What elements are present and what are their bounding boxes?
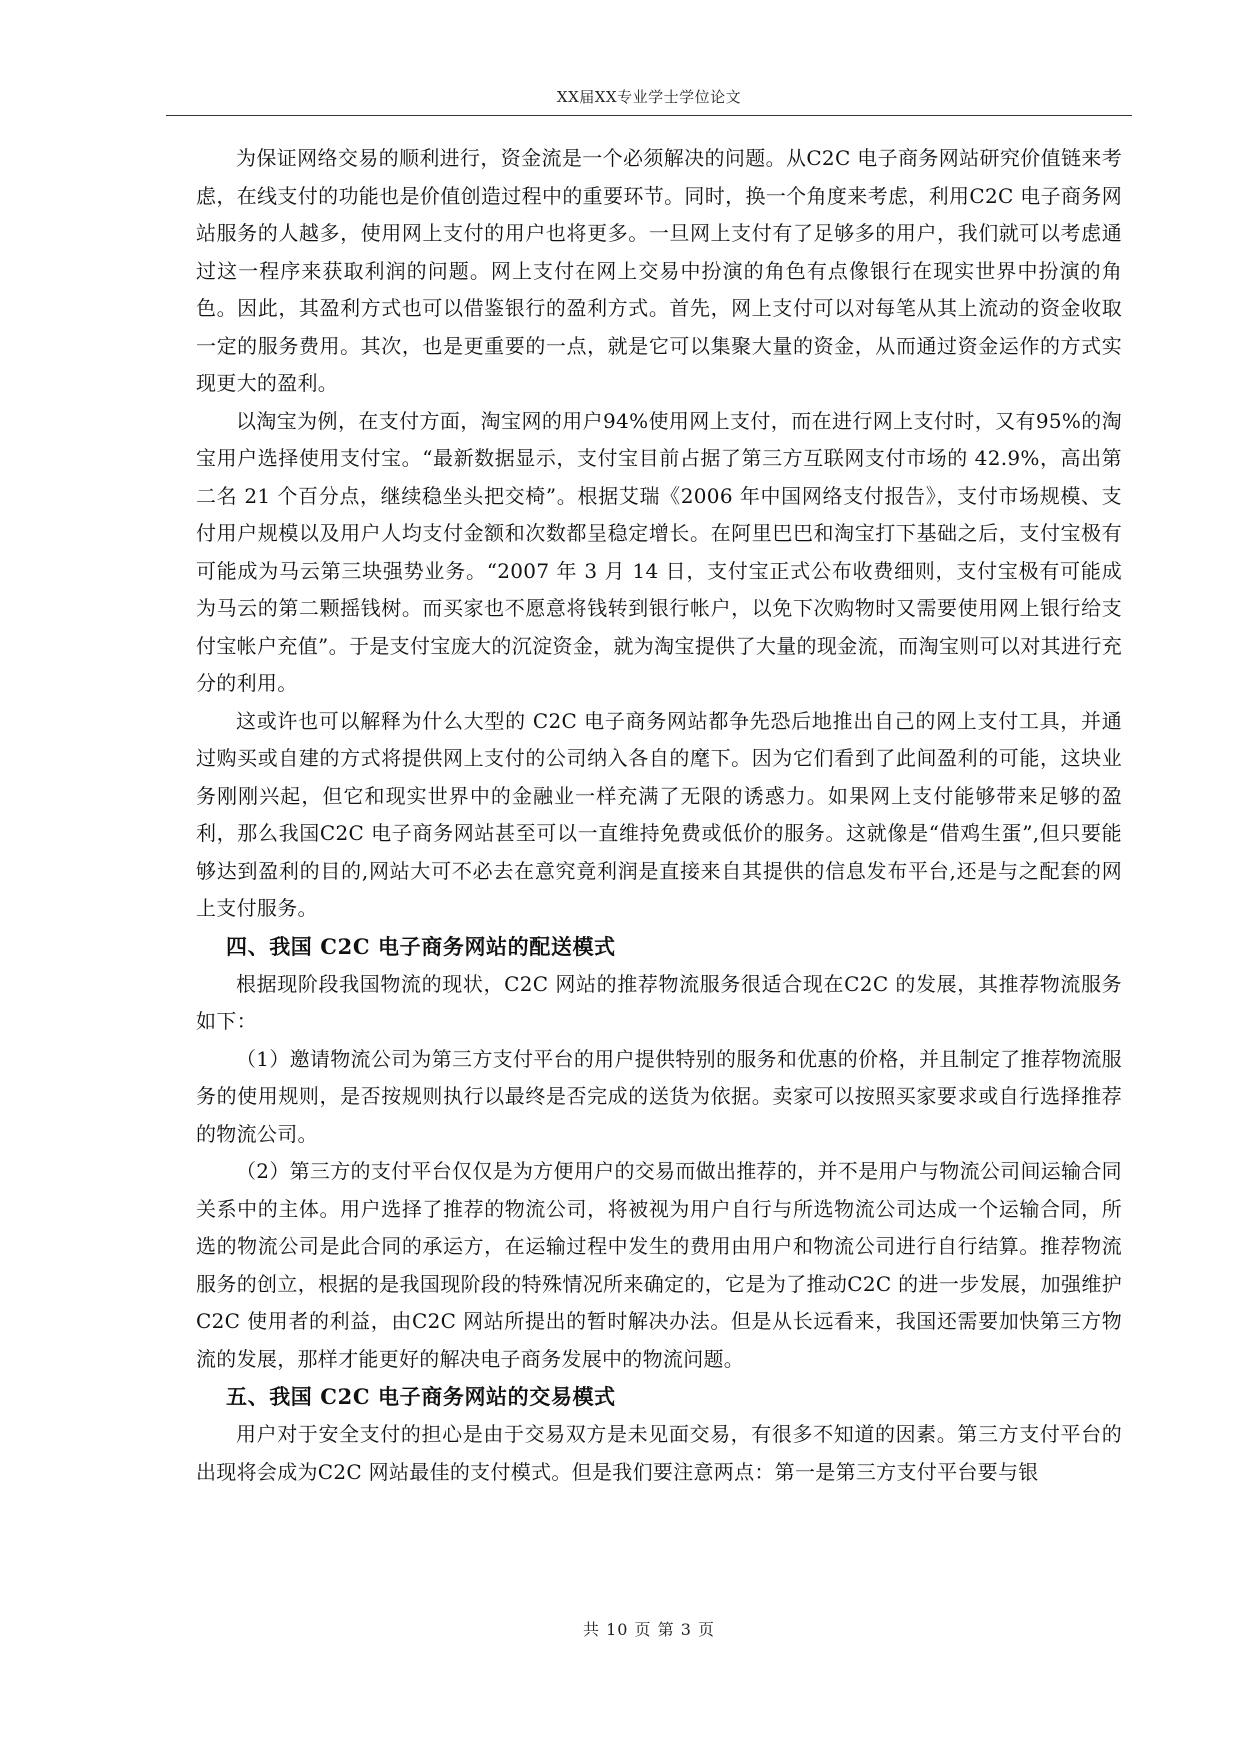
page-header: XX届XX专业学士学位论文 <box>556 88 742 106</box>
paragraph-payment-tools: 这或许也可以解释为什么大型的 C2C 电子商务网站都争先恐后地推出自己的网上支付工具，并通过购买或自建的方式将提供网上支付的公司纳入各自的麾下。因为它们看到了此间盈利的可能，这块业务刚刚兴起，但它和现实世界中的金融业一样充满了无限的诱惑力。如果网上支付能够带来足够的盈利，那么我国C2C 电子商务网站甚至可以一直维持免费或低价的服务。这就像是“借鸡生蛋”,但只要能够达到盈利的目的,网站大可不必去在意究竟利润是直接来自其提供的信息发布平台,还是与之配套的网上支付服务。 <box>196 708 1122 920</box>
paragraph-delivery-intro: 根据现阶段我国物流的现状，C2C 网站的推荐物流服务很适合现在C2C 的发展，其推荐物流服务如下： <box>196 971 1122 1033</box>
page-footer: 共 10 页 第 3 页 <box>583 1620 715 1639</box>
paragraph-payment-flow: 为保证网络交易的顺利进行，资金流是一个必须解决的问题。从C2C 电子商务网站研究价值链来考虑，在线支付的功能也是价值创造过程中的重要环节。同时，换一个角度来考虑，利用C2C 电子商务网站服务的人越多，使用网上支付的用户也将更多。一旦网上支付有了足够多的用户，我们就可以考虑通过这一程序来获取利润的问题。网上支付在网上交易中扮演的角色有点像银行在现实世界中扮演的角色。因此，其盈利方式也可以借鉴银行的盈利方式。首先，网上支付可以对每笔从其上流动的资金收取一定的服务费用。其次，也是更重要的一点，就是它可以集聚大量的资金，从而通过资金运作的方式实现更大的盈利。 <box>196 146 1122 395</box>
paragraph-transaction-intro: 用户对于安全支付的担心是由于交易双方是未见面交易，有很多不知道的因素。第三方支付平台的出现将会成为C2C 网站最佳的支付模式。但是我们要注意两点：第一是第三方支付平台要与银 <box>196 1422 1122 1484</box>
section-heading-delivery: 四、我国 C2C 电子商务网站的配送模式 <box>226 933 616 959</box>
page-body <box>196 140 1122 1491</box>
paragraph-taobao-example: 以淘宝为例，在支付方面，淘宝网的用户94%使用网上支付，而在进行网上支付时，又有95%的淘宝用户选择使用支付宝。“最新数据显示，支付宝目前占据了第三方互联网支付市场的 42.9%，高出第二名 21 个百分点，继续稳坐头把交椅”。根据艾瑞《2006 年中国网络支付报告》，支付市场规模、支付用户规模以及用户人均支付金额和次数都呈稳定增长。在阿里巴巴和淘宝打下基础之后，支付宝极有可能成为马云第三块强势业务。“2007 年 3 月 14 日，支付宝正式公布收费细则，支付宝极有可能成为马云的第二颗摇钱树。而买家也不愿意将钱转到银行帐户，以免下次购物时又需要使用网上银行给支付宝帐户充值”。于是支付宝庞大的沉淀资金，就为淘宝提供了大量的现金流，而淘宝则可以对其进行充分的利用。 <box>196 408 1122 695</box>
header-divider <box>166 115 1132 116</box>
list-item-1: （1）邀请物流公司为第三方支付平台的用户提供特别的服务和优惠的价格，并且制定了推荐物流服务的使用规则，是否按规则执行以最终是否完成的送货为依据。卖家可以按照买家要求或自行选择推荐的物流公司。 <box>196 1046 1122 1146</box>
section-heading-transaction: 五、我国 C2C 电子商务网站的交易模式 <box>226 1384 616 1409</box>
list-item-2: （2）第三方的支付平台仅仅是为方便用户的交易而做出推荐的，并不是用户与物流公司间运输合同关系中的主体。用户选择了推荐的物流公司，将被视为用户自行与所选物流公司达成一个运输合同，所选的物流公司是此合同的承运方，在运输过程中发生的费用由用户和物流公司进行自行结算。推荐物流服务的创立，根据的是我国现阶段的特殊情况所来确定的，它是为了推动C2C 的进一步发展，加强维护C2C 使用者的利益，由C2C 网站所提出的暂时解决办法。但是从长远看来，我国还需要加快第三方物流的发展，那样才能更好的解决电子商务发展中的物流问题。 <box>196 1159 1122 1371</box>
